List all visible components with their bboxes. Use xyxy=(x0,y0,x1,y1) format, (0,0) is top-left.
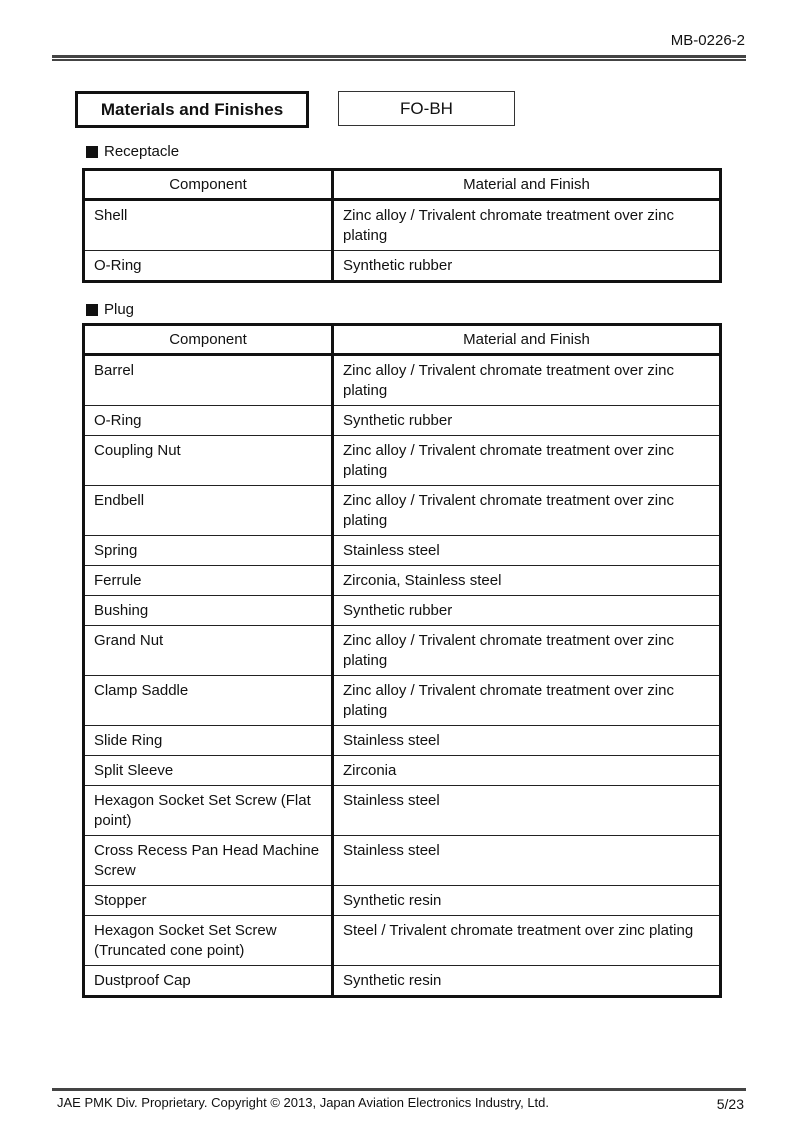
component-cell: Hexagon Socket Set Screw (Flat point) xyxy=(84,786,333,836)
table-row xyxy=(84,786,721,836)
table-row xyxy=(84,596,721,626)
receptacle-section-label xyxy=(86,143,179,160)
component-cell: Coupling Nut xyxy=(84,436,333,486)
material-cell: Stainless steel xyxy=(333,726,721,756)
column-header-component: Component xyxy=(84,325,333,355)
plug-table xyxy=(82,323,722,998)
copyright-notice: JAE PMK Div. Proprietary. Copyright © 2013, Japan Aviation Electronics Industry, Ltd. xyxy=(57,1095,550,1110)
table-header-row xyxy=(84,170,721,200)
material-cell: Synthetic rubber xyxy=(343,257,453,274)
header-rule xyxy=(52,55,746,58)
material-cell: Synthetic resin xyxy=(343,972,442,989)
table-row xyxy=(84,536,721,566)
table-row xyxy=(84,836,721,886)
square-bullet-icon xyxy=(86,304,98,316)
page-number: 5/23 xyxy=(716,1096,744,1112)
table-row xyxy=(84,756,721,786)
table-row xyxy=(84,251,721,282)
component-cell: Endbell xyxy=(84,486,333,536)
material-cell: Synthetic rubber xyxy=(333,406,721,436)
section-title: Materials and Finishes xyxy=(75,91,309,128)
plug-section-label xyxy=(86,301,134,318)
material-cell: Steel / Trivalent chromate treatment over zinc plating xyxy=(333,916,721,966)
table-row xyxy=(84,916,721,966)
table-row xyxy=(84,436,721,486)
receptacle-table xyxy=(82,168,722,283)
table-row xyxy=(84,200,721,251)
square-bullet-icon xyxy=(86,146,98,158)
component-cell: Grand Nut xyxy=(84,626,333,676)
footer-rule xyxy=(52,1088,746,1091)
material-cell: Stainless steel xyxy=(333,786,721,836)
table-row xyxy=(84,626,721,676)
material-cell: Zinc alloy / Trivalent chromate treatment over zinc plating xyxy=(333,676,721,726)
component-cell: Ferrule xyxy=(84,566,333,596)
material-cell: Zirconia xyxy=(333,756,721,786)
table-row xyxy=(84,406,721,436)
component-cell: Clamp Saddle xyxy=(84,676,333,726)
component-cell: Dustproof Cap xyxy=(84,966,333,997)
component-cell: O-Ring xyxy=(84,406,333,436)
component-cell: Slide Ring xyxy=(84,726,333,756)
table-row xyxy=(84,886,721,916)
table-row xyxy=(84,726,721,756)
document-id: MB-0226-2 xyxy=(670,32,745,49)
component-cell: Hexagon Socket Set Screw (Truncated cone point) xyxy=(84,916,333,966)
column-header-material: Material and Finish xyxy=(333,325,721,355)
material-cell: Synthetic resin xyxy=(333,886,721,916)
material-cell: Stainless steel xyxy=(333,836,721,886)
plug-label-text: Plug xyxy=(104,301,135,318)
material-cell: Zinc alloy / Trivalent chromate treatment over zinc plating xyxy=(333,486,721,536)
table-row xyxy=(84,566,721,596)
component-cell: Spring xyxy=(84,536,333,566)
material-cell: Synthetic rubber xyxy=(333,596,721,626)
table-row xyxy=(84,676,721,726)
component-cell: Cross Recess Pan Head Machine Screw xyxy=(84,836,333,886)
material-cell: Zirconia, Stainless steel xyxy=(333,566,721,596)
component-cell: Bushing xyxy=(84,596,333,626)
component-cell: Split Sleeve xyxy=(84,756,333,786)
product-code: FO-BH xyxy=(338,91,515,126)
table-row xyxy=(84,355,721,406)
table-header-row xyxy=(84,325,721,355)
material-cell: Zinc alloy / Trivalent chromate treatment over zinc plating xyxy=(333,200,721,251)
material-cell: Zinc alloy / Trivalent chromate treatment over zinc plating xyxy=(333,355,721,406)
component-cell: O-Ring xyxy=(84,251,333,282)
component-cell: Barrel xyxy=(84,355,333,406)
component-cell: Shell xyxy=(84,200,333,251)
component-cell: Stopper xyxy=(84,886,333,916)
material-cell: Zinc alloy / Trivalent chromate treatment over zinc plating xyxy=(333,436,721,486)
column-header-component: Component xyxy=(84,170,333,200)
header-rule-secondary xyxy=(52,59,746,61)
table-row xyxy=(84,486,721,536)
table-row xyxy=(84,966,721,997)
material-cell: Stainless steel xyxy=(333,536,721,566)
column-header-material: Material and Finish xyxy=(333,170,721,200)
material-cell: Zinc alloy / Trivalent chromate treatment over zinc plating xyxy=(333,626,721,676)
receptacle-label-text: Receptacle xyxy=(104,143,180,160)
